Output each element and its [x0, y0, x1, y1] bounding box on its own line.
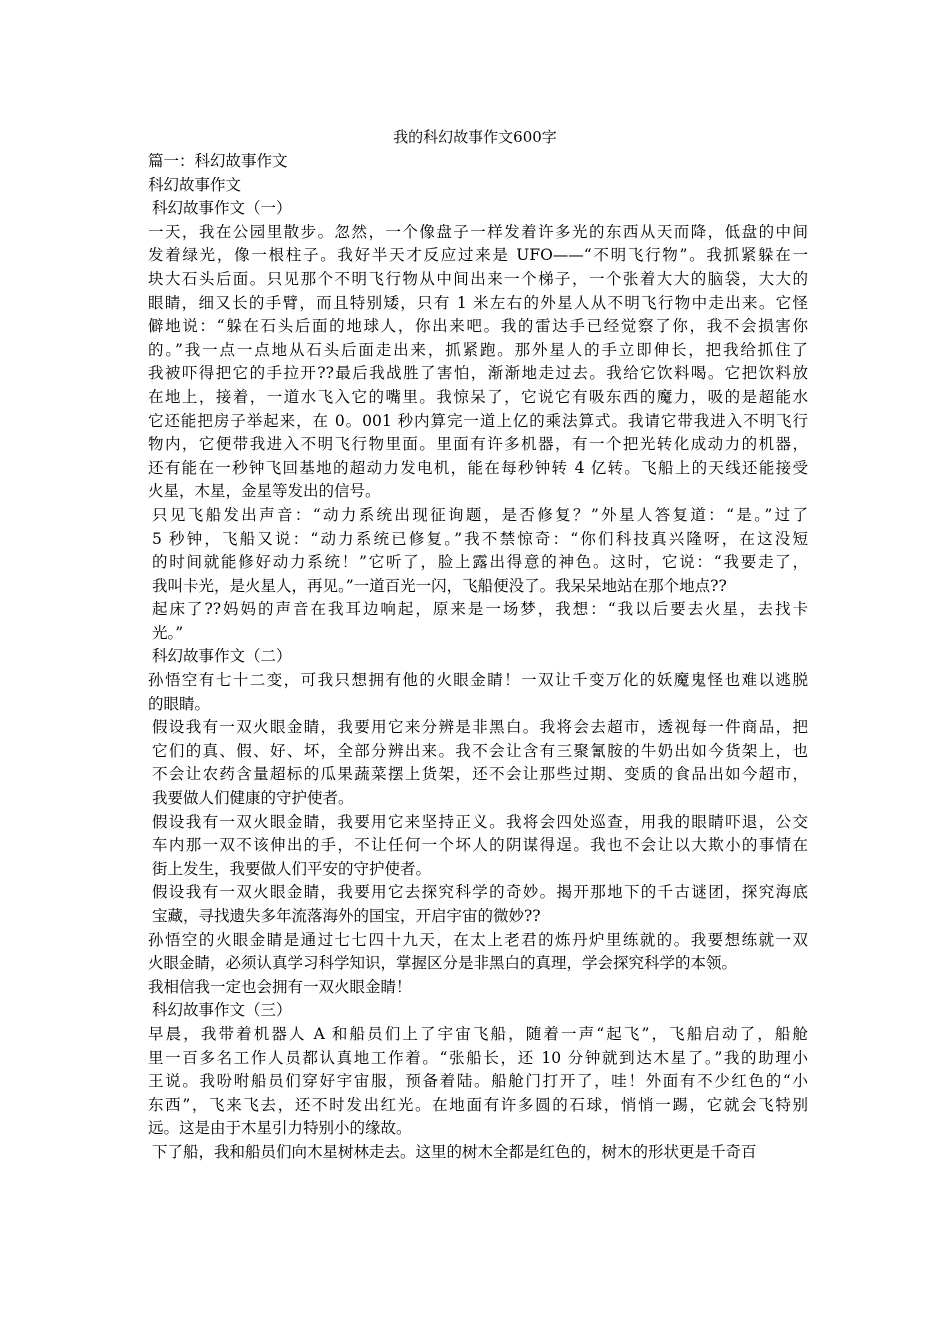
text-line: 我被吓得把它的手拉开??最后我战胜了害怕，渐渐地走过去。我给它饮料喝。它把饮料放: [148, 364, 808, 383]
paragraph: [144, 504, 808, 598]
text-line: 下了船，我和船员们向木星树林走去。这里的树木全都是红色的，树木的形状更是千奇百: [152, 1142, 757, 1161]
text-line: 孙悟空有七十二变，可我只想拥有他的火眼金睛！一双让千变万化的妖魔鬼怪也难以逃脱: [148, 671, 808, 690]
text-line: 起床了??妈妈的声音在我耳边响起，原来是一场梦，我想：“我以后要去火星，去找卡: [152, 600, 808, 619]
text-line: 5 秒钟，飞船又说：“动力系统已修复。”我不禁惊奇：“你们科技真兴隆呀，在这没短: [152, 529, 808, 548]
text-line: 物内，它便带我进入不明飞行物里面。里面有许多机器，有一个把光转化成动力的机器，: [148, 435, 808, 454]
document-title: 我的科幻故事作文600字: [393, 128, 557, 146]
text-line: 它还能把房子举起来，在 0。001 秒内算完一道上亿的乘法算式。我请它带我进入不明飞行: [148, 411, 808, 430]
text-line: 东西”，飞来飞去，还不时发出红光。在地面有许多圆的石球，悄悄一踢，它就会飞特别: [148, 1095, 808, 1114]
text-line: 僻地说：“躲在石头后面的地球人，你出来吧。我的雷达手已经觉察了你，我不会损害你: [148, 317, 808, 336]
text-line: 孙悟空的火眼金睛是通过七七四十九天，在太上老君的炼丹炉里练就的。我要想练就一双: [148, 930, 808, 949]
text-line: 的。”我一点一点地从石头后面走出来，抓紧跑。那外星人的手立即伸长，把我给抓住了: [148, 340, 808, 359]
text-line: 科幻故事作文（二）: [152, 647, 292, 666]
text-line: 的眼睛。: [148, 694, 211, 713]
paragraph: [144, 150, 808, 174]
text-line: 眼睛，细又长的手臂，而且特别矮，只有 1 米左右的外星人从不明飞行物中走出来。它怪: [148, 293, 808, 312]
paragraph: [144, 645, 808, 669]
text-line: 我叫卡光，是火星人，再见。”一道百光一闪，飞船便没了。我呆呆地站在那个地点??: [152, 576, 727, 595]
text-line: 街上发生，我要做人们平安的守护使者。: [152, 859, 432, 878]
paragraph: [144, 976, 808, 1000]
text-line: 火星，木星，金星等发出的信号。: [148, 482, 381, 501]
paragraph: [144, 197, 808, 221]
text-line: 块大石头后面。只见那个不明飞行物从中间出来一个梯子，一个张着大大的脑袋，大大的: [148, 269, 808, 288]
paragraph: [144, 669, 808, 716]
text-line: 我相信我一定也会拥有一双火眼金睛！: [148, 977, 412, 996]
text-line: 车内那一双不该伸出的手，不让任何一个坏人的阴谋得逞。我也不会让以大欺小的事情在: [152, 836, 808, 855]
text-line: 光。”: [152, 623, 184, 642]
paragraph: [144, 881, 808, 928]
text-line: 的时间就能修好动力系统！”它听了，脸上露出得意的神色。这时，它说：“我要走了，: [152, 553, 808, 572]
text-line: 在地上，接着，一道水飞入它的嘴里。我惊呆了，它说它有吸东西的魔力，吸的是超能水: [148, 387, 808, 406]
text-line: 早晨，我带着机器人 A 和船员们上了宇宙飞船，随着一声“起飞”，飞船启动了，船舱: [148, 1024, 808, 1043]
paragraph: [144, 598, 808, 645]
text-line: 科幻故事作文: [148, 175, 242, 194]
text-line: 不会让农药含量超标的瓜果蔬菜摆上货架，还不会让那些过期、变质的食品出如今超市，: [152, 765, 808, 784]
text-line: 科幻故事作文（三）: [152, 1001, 292, 1020]
text-line: 发着绿光，像一根柱子。我好半天才反应过来是 UFO——“不明飞行物”。我抓紧躲在一: [148, 246, 808, 265]
text-line: 我要做人们健康的守护使者。: [152, 789, 354, 808]
text-line: 一天，我在公园里散步。忽然，一个像盘子一样发着许多光的东西从天而降，低盘的中间: [148, 222, 808, 241]
paragraph: [144, 999, 808, 1023]
paragraph: [144, 174, 808, 198]
text-line: 里一百多名工作人员都认真地工作着。“张船长，还 10 分钟就到达木星了。”我的助理小: [148, 1048, 808, 1067]
text-line: 假设我有一双火眼金睛，我要用它来坚持正义。我将会四处巡查，用我的眼睛吓退，公交: [152, 812, 808, 831]
text-line: 它们的真、假、好、坏，全部分辨出来。我不会让含有三聚氰胺的牛奶出如今货架上，也: [152, 741, 808, 760]
paragraph: [144, 929, 808, 976]
text-line: 宝藏，寻找遗失多年流落海外的国宝，开启宇宙的微妙??: [152, 907, 541, 925]
paragraph: [144, 221, 808, 504]
text-line: 还有能在一秒钟飞回基地的超动力发电机，能在每秒钟转 4 亿转。飞船上的天线还能接受: [148, 458, 808, 477]
paragraph: [144, 1141, 808, 1165]
text-line: 假设我有一双火眼金睛，我要用它去探究科学的奇妙。揭开那地下的千古谜团，探究海底: [152, 883, 808, 902]
text-line: 火眼金睛，必须认真学习科学知识，掌握区分是非黑白的真理，学会探究科学的本领。: [148, 954, 738, 973]
paragraph: [144, 1023, 808, 1141]
text-line: 远。这是由于木星引力特别小的缘故。: [148, 1119, 412, 1138]
paragraph: [144, 716, 808, 810]
paragraph: [144, 811, 808, 882]
text-line: 王说。我吩咐船员们穿好宇宙服，预备着陆。船舱门打开了，哇！外面有不少红色的“小: [148, 1072, 808, 1091]
document-body: [144, 150, 808, 1165]
text-line: 只见飞船发出声音：“动力系统出现征询题，是否修复？”外星人答复道：“是。”过了: [152, 505, 808, 524]
text-line: 科幻故事作文（一）: [152, 199, 292, 218]
text-line: 篇一：科幻故事作文: [148, 152, 288, 170]
text-line: 假设我有一双火眼金睛，我要用它来分辨是非黑白。我将会去超市，透视每一件商品，把: [152, 718, 808, 737]
